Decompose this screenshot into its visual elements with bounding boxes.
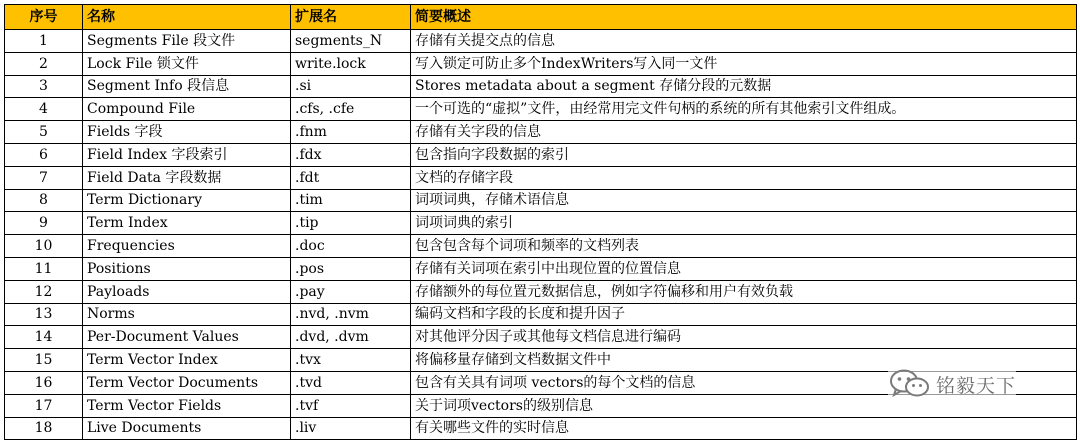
watermark-text: 铭毅天下 bbox=[936, 374, 1017, 397]
cell-extension: .tvx bbox=[291, 349, 411, 372]
cell-index: 14 bbox=[5, 326, 83, 349]
cell-index: 4 bbox=[5, 98, 83, 121]
table-row bbox=[5, 212, 1077, 235]
cell-index: 15 bbox=[5, 349, 83, 372]
cell-index: 6 bbox=[5, 143, 83, 166]
cell-name: Term Vector Documents bbox=[83, 371, 291, 394]
cell-index: 5 bbox=[5, 121, 83, 144]
cell-index: 9 bbox=[5, 212, 83, 235]
cell-description: 存储有关提交点的信息 bbox=[411, 30, 1077, 53]
cell-description: 包含有关具有词项 vectors的每个文档的信息 bbox=[411, 371, 1077, 394]
cell-extension: segments_N bbox=[291, 30, 411, 53]
table-row bbox=[5, 98, 1077, 121]
cell-description: 文档的存储字段 bbox=[411, 166, 1077, 189]
header-name: 名称 bbox=[83, 5, 291, 30]
header-description: 简要概述 bbox=[411, 5, 1077, 30]
cell-description: 存储有关词项在索引中出现位置的位置信息 bbox=[411, 257, 1077, 280]
cell-name: Per-Document Values bbox=[83, 326, 291, 349]
table-row bbox=[5, 75, 1077, 98]
table-row bbox=[5, 235, 1077, 258]
table-row bbox=[5, 417, 1077, 440]
cell-index: 10 bbox=[5, 235, 83, 258]
cell-index: 18 bbox=[5, 417, 83, 440]
cell-name: Payloads bbox=[83, 280, 291, 303]
cell-description: 词项词典，存储术语信息 bbox=[411, 189, 1077, 212]
cell-name: Term Vector Fields bbox=[83, 394, 291, 417]
cell-name: Fields 字段 bbox=[83, 121, 291, 144]
cell-name: Compound File bbox=[83, 98, 291, 121]
cell-extension: .doc bbox=[291, 235, 411, 258]
cell-name: Term Vector Index bbox=[83, 349, 291, 372]
table-row bbox=[5, 189, 1077, 212]
header-extension: 扩展名 bbox=[291, 5, 411, 30]
cell-description: 存储有关字段的信息 bbox=[411, 121, 1077, 144]
cell-name: Live Documents bbox=[83, 417, 291, 440]
cell-index: 16 bbox=[5, 371, 83, 394]
cell-extension: .pos bbox=[291, 257, 411, 280]
cell-extension: .si bbox=[291, 75, 411, 98]
cell-description: 关于词项vectors的级别信息 bbox=[411, 394, 1077, 417]
cell-name: Norms bbox=[83, 303, 291, 326]
table-row bbox=[5, 303, 1077, 326]
cell-extension: .nvd, .nvm bbox=[291, 303, 411, 326]
cell-extension: .tim bbox=[291, 189, 411, 212]
cell-extension: write.lock bbox=[291, 52, 411, 75]
table-header-row bbox=[5, 5, 1077, 30]
cell-name: Field Data 字段数据 bbox=[83, 166, 291, 189]
cell-extension: .liv bbox=[291, 417, 411, 440]
cell-description: 存储额外的每位置元数据信息，例如字符偏移和用户有效负载 bbox=[411, 280, 1077, 303]
cell-extension: .tvd bbox=[291, 371, 411, 394]
cell-index: 2 bbox=[5, 52, 83, 75]
cell-index: 12 bbox=[5, 280, 83, 303]
cell-index: 3 bbox=[5, 75, 83, 98]
cell-description: 词项词典的索引 bbox=[411, 212, 1077, 235]
cell-description: 写入锁定可防止多个IndexWriters写入同一文件 bbox=[411, 52, 1077, 75]
cell-extension: .fnm bbox=[291, 121, 411, 144]
cell-name: Segment Info 段信息 bbox=[83, 75, 291, 98]
cell-extension: .fdx bbox=[291, 143, 411, 166]
table-row bbox=[5, 280, 1077, 303]
cell-extension: .tip bbox=[291, 212, 411, 235]
cell-description: 编码文档和字段的长度和提升因子 bbox=[411, 303, 1077, 326]
cell-extension: .dvd, .dvm bbox=[291, 326, 411, 349]
cell-name: Positions bbox=[83, 257, 291, 280]
cell-name: Lock File 锁文件 bbox=[83, 52, 291, 75]
table-row bbox=[5, 121, 1077, 144]
cell-index: 8 bbox=[5, 189, 83, 212]
cell-description: 将偏移量存储到文档数据文件中 bbox=[411, 349, 1077, 372]
header-index: 序号 bbox=[5, 5, 83, 30]
cell-description: 包含包含每个词项和频率的文档列表 bbox=[411, 235, 1077, 258]
cell-name: Term Dictionary bbox=[83, 189, 291, 212]
cell-description: 对其他评分因子或其他每文档信息进行编码 bbox=[411, 326, 1077, 349]
cell-index: 7 bbox=[5, 166, 83, 189]
cell-index: 13 bbox=[5, 303, 83, 326]
table-row bbox=[5, 166, 1077, 189]
cell-description: 包含指向字段数据的索引 bbox=[411, 143, 1077, 166]
cell-description: Stores metadata about a segment 存储分段的元数据 bbox=[411, 75, 1077, 98]
cell-extension: .fdt bbox=[291, 166, 411, 189]
cell-name: Frequencies bbox=[83, 235, 291, 258]
cell-extension: .pay bbox=[291, 280, 411, 303]
cell-description: 有关哪些文件的实时信息 bbox=[411, 417, 1077, 440]
wechat-icon bbox=[888, 368, 930, 400]
cell-index: 11 bbox=[5, 257, 83, 280]
cell-extension: .cfs, .cfe bbox=[291, 98, 411, 121]
watermark bbox=[888, 368, 1016, 400]
table-row bbox=[5, 30, 1077, 53]
cell-index: 1 bbox=[5, 30, 83, 53]
cell-name: Term Index bbox=[83, 212, 291, 235]
table-row bbox=[5, 326, 1077, 349]
cell-extension: .tvf bbox=[291, 394, 411, 417]
cell-name: Field Index 字段索引 bbox=[83, 143, 291, 166]
table-row bbox=[5, 257, 1077, 280]
cell-index: 17 bbox=[5, 394, 83, 417]
cell-description: 一个可选的“虚拟”文件，由经常用完文件句柄的系统的所有其他索引文件组成。 bbox=[411, 98, 1077, 121]
cell-name: Segments File 段文件 bbox=[83, 30, 291, 53]
table-row bbox=[5, 143, 1077, 166]
table-row bbox=[5, 52, 1077, 75]
